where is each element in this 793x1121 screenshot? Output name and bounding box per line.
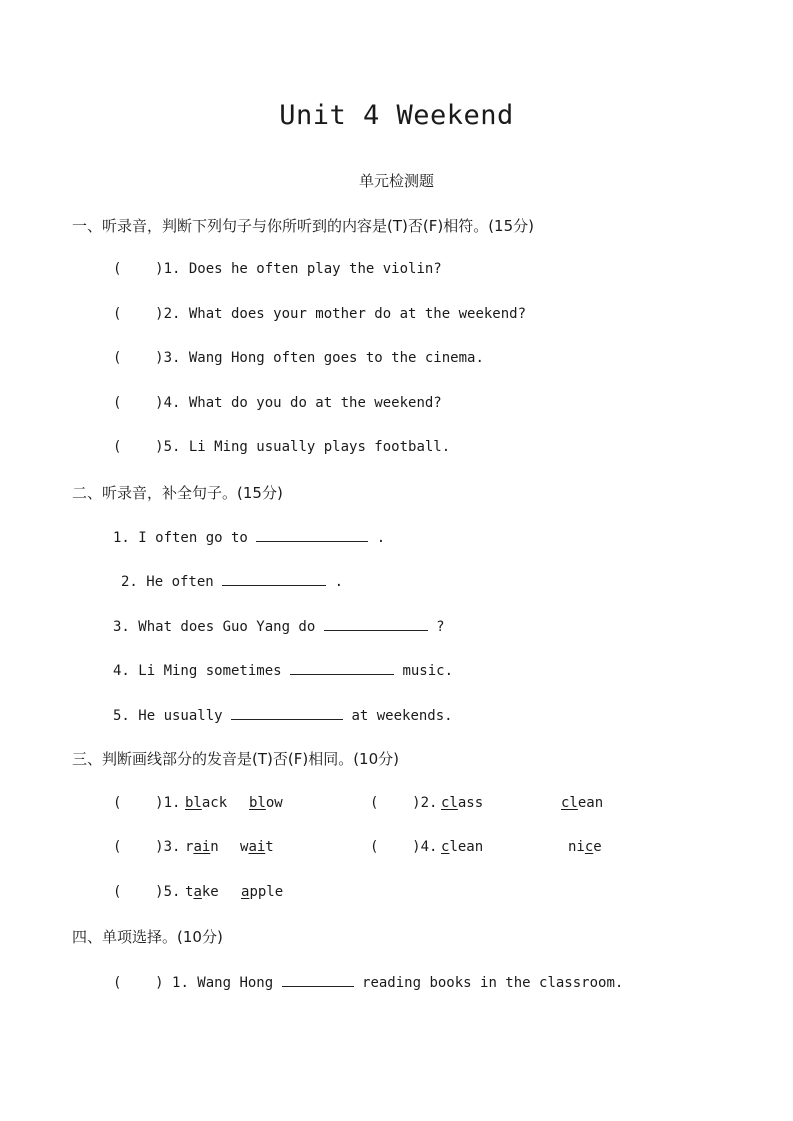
underlined-letters: bl [185, 795, 202, 811]
underlined-letters: bl [249, 795, 266, 811]
s1-question-3 [113, 349, 484, 367]
s3-question-4 [370, 838, 437, 856]
underlined-letters: ai [248, 839, 266, 855]
s2-question-1 [113, 527, 385, 547]
s3-question-5 [113, 883, 180, 901]
question-text-end: . [326, 574, 344, 590]
word-part: pple [249, 884, 284, 900]
word-part: lean [449, 839, 484, 855]
word-part: ow [265, 795, 283, 811]
answer-blank[interactable] [290, 660, 394, 675]
question-text: 4. What do you do at the weekend? [163, 395, 442, 411]
question-text: 4. Li Ming sometimes [113, 663, 291, 679]
s2-question-3 [113, 616, 445, 636]
question-text: 2. He often [121, 574, 223, 590]
question-text: 3. What does Guo Yang do [113, 619, 324, 635]
answer-parens[interactable]: ( ) [370, 795, 421, 811]
question-text: 5. Li Ming usually plays football. [163, 439, 451, 455]
s3-question-1 [113, 794, 180, 812]
question-text: 3. Wang Hong often goes to the cinema. [163, 350, 484, 366]
underlined-letters: a [193, 884, 202, 900]
s3-q5-word-2 [241, 883, 283, 901]
answer-blank[interactable] [324, 616, 428, 631]
word-part: ean [577, 795, 604, 811]
question-text: 1. Does he often play the violin? [163, 261, 442, 277]
question-text-end: at weekends. [343, 708, 453, 724]
underlined-letters: c [441, 839, 450, 855]
page-subtitle: 单元检测题 [358, 172, 434, 190]
s1-question-5 [113, 438, 450, 456]
answer-parens[interactable]: ( ) [113, 839, 164, 855]
s3-question-3 [113, 838, 180, 856]
question-number: 4. [420, 839, 438, 855]
answer-blank[interactable] [282, 972, 354, 987]
s3-q1-word-1 [185, 794, 227, 812]
answer-parens[interactable]: ( ) [113, 306, 164, 322]
answer-blank[interactable] [256, 527, 368, 542]
answer-blank[interactable] [231, 705, 343, 720]
question-number: 3. [163, 839, 181, 855]
s1-question-4 [113, 394, 442, 412]
word-part: ass [457, 795, 484, 811]
underlined-letters: cl [561, 795, 578, 811]
word-part: e [593, 839, 602, 855]
s3-q1-word-2 [249, 794, 283, 812]
s4-question-1 [113, 972, 623, 992]
s3-q4-word-1 [441, 838, 483, 856]
question-text-end: ? [427, 619, 445, 635]
underlined-letters: c [584, 839, 594, 855]
answer-parens[interactable]: ( ) [113, 261, 164, 277]
section-1-heading: 一、听录音，判断下列句子与你所听到的内容是(T)否(F)相符。(15分) [72, 217, 534, 235]
word-part: ke [201, 884, 219, 900]
answer-parens[interactable]: ( ) [113, 884, 164, 900]
question-number: 1. [163, 795, 181, 811]
section-2-heading: 二、听录音，补全句子。(15分) [72, 484, 283, 502]
question-text: 1. I often go to [113, 530, 257, 546]
question-text: 2. What does your mother do at the weekend? [163, 306, 527, 322]
answer-parens[interactable]: ( ) [113, 439, 164, 455]
word-part: r [185, 839, 194, 855]
question-text: 1. Wang Hong [172, 975, 282, 991]
s3-q2-word-2 [561, 794, 603, 812]
question-text-end: music. [394, 663, 454, 679]
word-part: t [265, 839, 274, 855]
s3-q4-word-2 [568, 838, 602, 856]
answer-parens[interactable]: ( ) [113, 795, 164, 811]
question-text: 5. He usually [113, 708, 232, 724]
page-title: Unit 4 Weekend [279, 100, 514, 131]
question-text-end: reading books in the classroom. [353, 975, 624, 991]
answer-blank[interactable] [222, 571, 326, 586]
s1-question-1 [113, 260, 442, 278]
underlined-letters: ai [193, 839, 211, 855]
answer-parens[interactable]: ( ) [370, 839, 421, 855]
underlined-letters: cl [441, 795, 458, 811]
s3-q3-word-1 [185, 838, 219, 856]
s2-question-4 [113, 660, 453, 680]
s1-question-2 [113, 305, 526, 323]
word-part: n [210, 839, 219, 855]
s3-q2-word-1 [441, 794, 483, 812]
s2-question-2 [121, 571, 343, 591]
answer-parens[interactable]: ( ) [113, 395, 164, 411]
word-part: w [240, 839, 249, 855]
underlined-letters: a [241, 884, 250, 900]
question-text-end: . [368, 530, 386, 546]
answer-parens[interactable]: ( ) [113, 975, 164, 991]
s3-question-2 [370, 794, 437, 812]
question-number: 2. [420, 795, 438, 811]
word-part: ack [201, 795, 228, 811]
section-4-heading: 四、单项选择。(10分) [72, 928, 223, 946]
s3-q5-word-1 [185, 883, 219, 901]
s3-q3-word-2 [240, 838, 274, 856]
answer-parens[interactable]: ( ) [113, 350, 164, 366]
section-3-heading: 三、判断画线部分的发音是(T)否(F)相同。(10分) [72, 750, 399, 768]
s2-question-5 [113, 705, 453, 725]
question-number: 5. [163, 884, 181, 900]
word-part: ni [568, 839, 585, 855]
word-part: t [185, 884, 194, 900]
